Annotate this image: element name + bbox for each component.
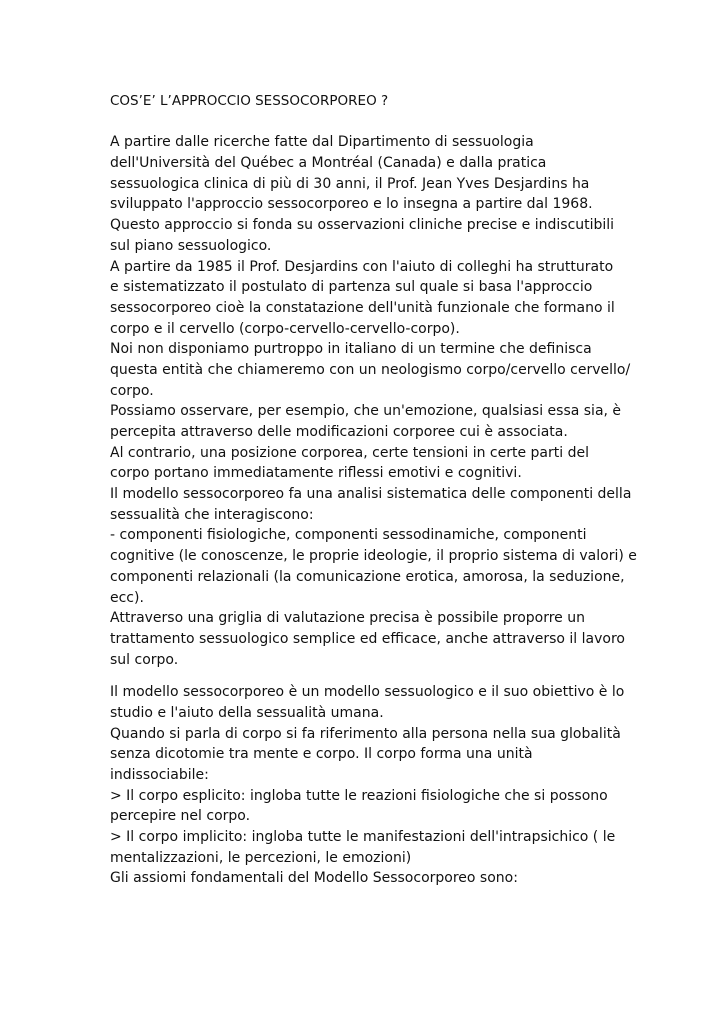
text-line: sul piano sessuologico. — [110, 237, 272, 254]
text-line: cognitive (le conoscenze, le proprie ideologie, il proprio sistema di valori) e — [110, 548, 637, 565]
text-line: corpo e il cervello (corpo-cervello-cervello-corpo). — [110, 320, 460, 337]
text-line: questa entità che chiameremo con un neologismo corpo/cervello cervello/ — [110, 361, 631, 378]
text-line: > Il corpo esplicito: ingloba tutte le reazioni fisiologiche che si possono — [110, 787, 608, 804]
text-line: Al contrario, una posizione corporea, certe tensioni in certe parti del — [110, 444, 589, 461]
text-line: A partire da 1985 il Prof. Desjardins con l'aiuto di colleghi ha strutturato — [110, 258, 614, 275]
section-1 — [110, 132, 637, 670]
text-line: Quando si parla di corpo si fa riferimento alla persona nella sua globalità — [110, 725, 621, 742]
text-line: corpo portano immediatamente riflessi emotivi e cognitivi. — [110, 465, 522, 482]
text-line: - componenti fisiologiche, componenti sessodinamiche, componenti — [110, 527, 587, 544]
section-2 — [110, 682, 630, 889]
text-line: corpo. — [110, 382, 154, 399]
text-line: Il modello sessocorporeo fa una analisi sistematica delle componenti della — [110, 486, 632, 503]
text-line: Gli assiomi fondamentali del Modello Sessocorporeo sono: — [110, 870, 518, 887]
text-line: Possiamo osservare, per esempio, che un'emozione, qualsiasi essa sia, è — [110, 403, 622, 420]
text-line: trattamento sessuologico semplice ed efficace, anche attraverso il lavoro — [110, 630, 625, 647]
text-line: indissociabile: — [110, 767, 209, 784]
text-line: Questo approccio si fonda su osservazioni cliniche precise e indiscutibili — [110, 217, 615, 234]
text-line: sul corpo. — [110, 651, 179, 668]
text-line: sessualità che interagiscono: — [110, 506, 314, 523]
text-line: Attraverso una griglia di valutazione precisa è possibile proporre un — [110, 610, 585, 627]
text-line: sviluppato l'approccio sessocorporeo e lo insegna a partire dal 1968. — [110, 196, 593, 213]
text-line: percepita attraverso delle modificazioni corporee cui è associata. — [110, 424, 568, 441]
text-line: > Il corpo implicito: ingloba tutte le manifestazioni dell'intrapsichico ( le — [110, 829, 616, 846]
paragraph-gap — [110, 670, 630, 682]
text-line: dell'Università del Québec a Montréal (Canada) e dalla pratica — [110, 155, 547, 172]
text-line: ecc). — [110, 589, 144, 606]
text-line: Noi non disponiamo purtroppo in italiano di un termine che definisca — [110, 341, 592, 358]
text-line: A partire dalle ricerche fatte dal Dipartimento di sessuologia — [110, 134, 534, 151]
text-line: mentalizzazioni, le percezioni, le emozioni) — [110, 849, 412, 866]
text-line: percepire nel corpo. — [110, 808, 251, 825]
text-line: Il modello sessocorporeo è un modello sessuologico e il suo obiettivo è lo — [110, 684, 625, 701]
text-line: sessocorporeo cioè la constatazione dell'unità funzionale che formano il — [110, 299, 615, 316]
text-line: senza dicotomie tra mente e corpo. Il corpo forma una unità — [110, 746, 533, 763]
text-line: componenti relazionali (la comunicazione erotica, amorosa, la seduzione, — [110, 568, 625, 585]
text-line: sessuologica clinica di più di 30 anni, il Prof. Jean Yves Desjardins ha — [110, 175, 590, 192]
document-title: COS’E’ L’APPROCCIO SESSOCORPOREO ? — [110, 93, 389, 109]
text-line: studio e l'aiuto della sessualità umana. — [110, 704, 384, 721]
text-line: e sistematizzato il postulato di partenza sul quale si basa l'approccio — [110, 279, 593, 296]
document-body — [110, 91, 637, 889]
